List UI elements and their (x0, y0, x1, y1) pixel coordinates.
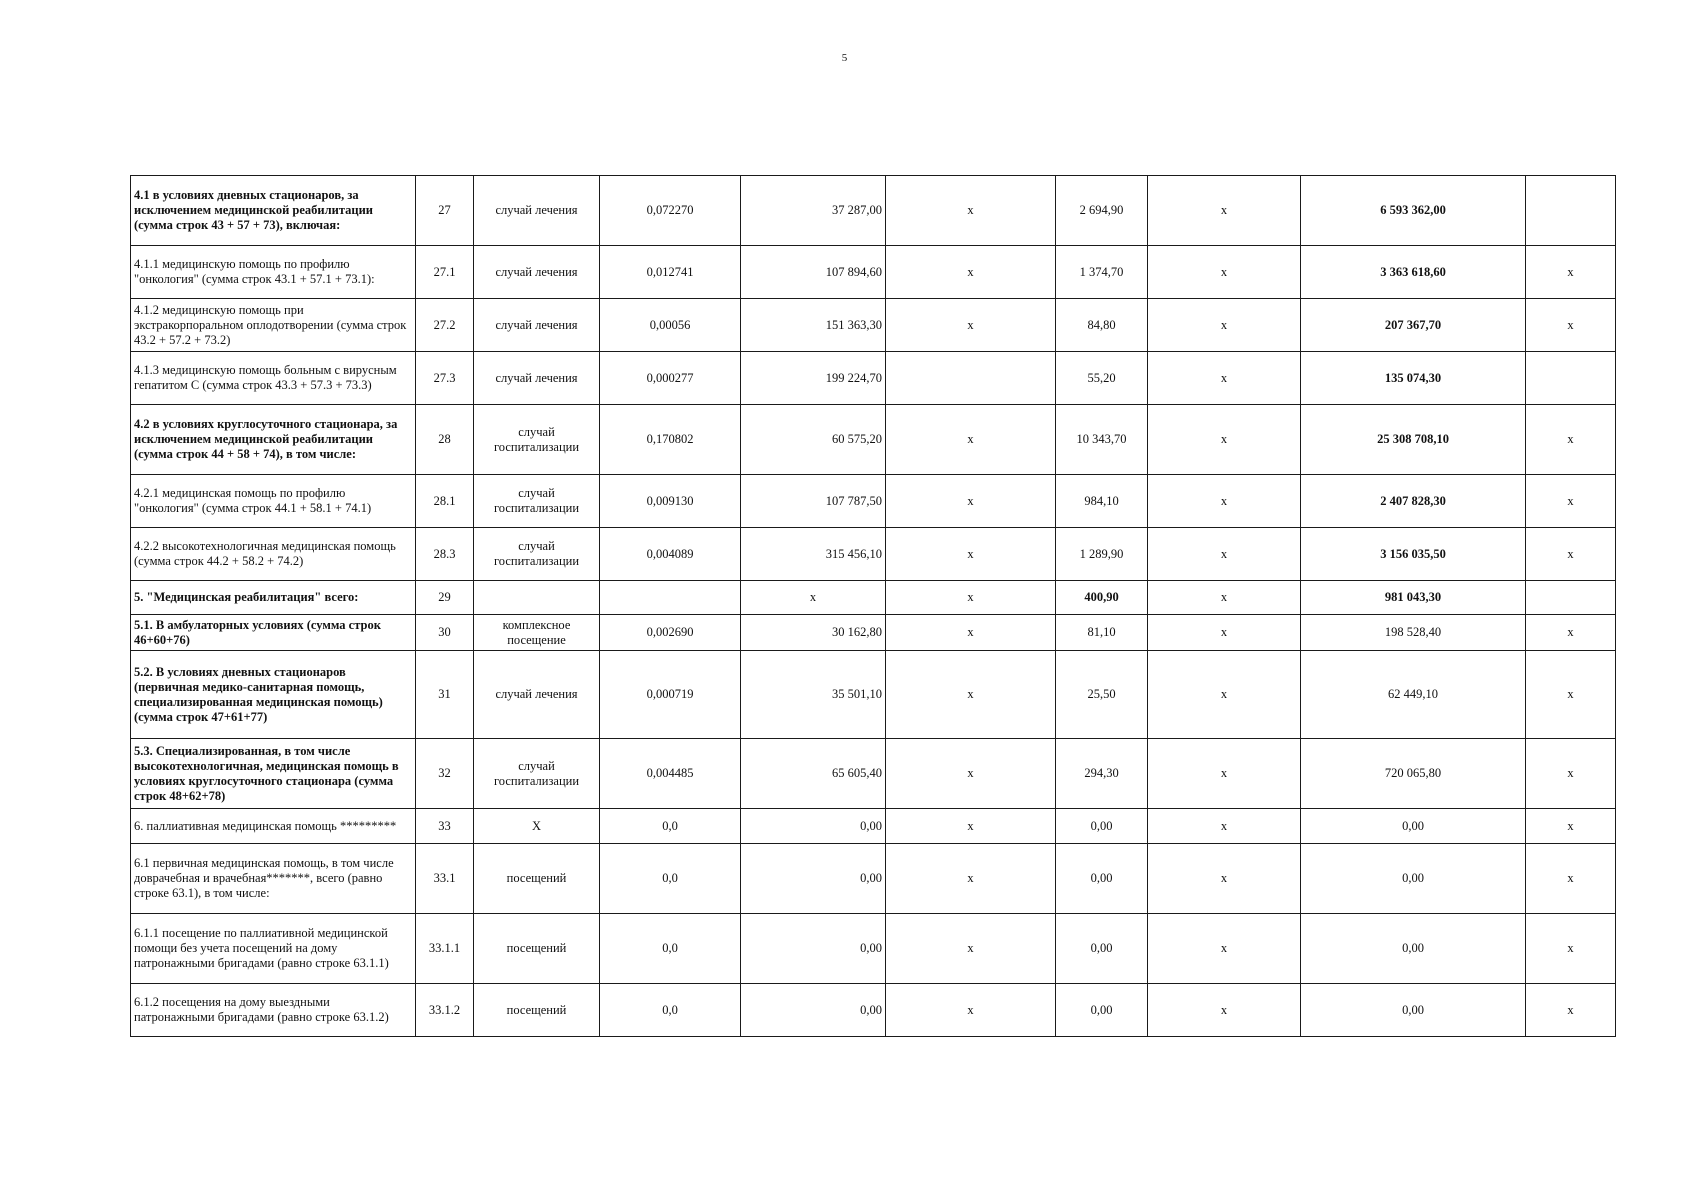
total-cell: 3 156 035,50 (1301, 528, 1526, 581)
unit-cell: случай лечения (474, 176, 600, 246)
placeholder-cell: х (886, 581, 1056, 615)
per-capita-cell: 81,10 (1056, 615, 1148, 651)
norm-cell: 0,072270 (600, 176, 741, 246)
placeholder-cell: х (1148, 651, 1301, 739)
placeholder-cell: х (1148, 352, 1301, 405)
total-cell: 3 363 618,60 (1301, 246, 1526, 299)
unit-cell: посещений (474, 844, 600, 914)
placeholder-cell: х (1148, 299, 1301, 352)
norm-cell: 0,0 (600, 809, 741, 844)
placeholder-cell: х (886, 176, 1056, 246)
norm-cell: 0,0 (600, 844, 741, 914)
per-capita-cell: 25,50 (1056, 651, 1148, 739)
placeholder-cell: х (1526, 914, 1616, 984)
row-name: 4.1.1 медицинскую помощь по профилю "онкология" (сумма строк 43.1 + 57.1 + 73.1): (131, 246, 416, 299)
placeholder-cell (1526, 352, 1616, 405)
per-capita-cell: 55,20 (1056, 352, 1148, 405)
row-number: 27.1 (416, 246, 474, 299)
placeholder-cell: х (1526, 475, 1616, 528)
norm-cell: 0,000277 (600, 352, 741, 405)
placeholder-cell: х (1148, 809, 1301, 844)
total-cell: 25 308 708,10 (1301, 405, 1526, 475)
cost-cell: 37 287,00 (741, 176, 886, 246)
total-cell: 135 074,30 (1301, 352, 1526, 405)
cost-cell: 0,00 (741, 844, 886, 914)
row-name: 5.3. Специализированная, в том числе высокотехнологичная, медицинская помощь в условиях круглосуточного стационара (сумма строк 48+62+78) (131, 739, 416, 809)
cost-cell: 107 894,60 (741, 246, 886, 299)
norm-cell: 0,00056 (600, 299, 741, 352)
total-cell: 720 065,80 (1301, 739, 1526, 809)
row-name: 4.1 в условиях дневных стационаров, за исключением медицинской реабилитации (сумма строк 43 + 57 + 73), включая: (131, 176, 416, 246)
total-cell: 0,00 (1301, 914, 1526, 984)
placeholder-cell: х (1148, 176, 1301, 246)
per-capita-cell: 2 694,90 (1056, 176, 1148, 246)
unit-cell: случай госпитализации (474, 739, 600, 809)
row-name: 6.1.1 посещение по паллиативной медицинской помощи без учета посещений на дому патронажными бригадами (равно строке 63.1.1) (131, 914, 416, 984)
row-number: 33 (416, 809, 474, 844)
placeholder-cell: х (1526, 844, 1616, 914)
table-row (131, 844, 1616, 914)
table-row (131, 246, 1616, 299)
placeholder-cell: х (886, 809, 1056, 844)
placeholder-cell: х (1526, 528, 1616, 581)
table-row (131, 299, 1616, 352)
unit-cell: случай лечения (474, 246, 600, 299)
unit-cell: случай лечения (474, 352, 600, 405)
per-capita-cell: 84,80 (1056, 299, 1148, 352)
per-capita-cell: 400,90 (1056, 581, 1148, 615)
placeholder-cell: х (1526, 615, 1616, 651)
unit-cell: случай госпитализации (474, 528, 600, 581)
cost-cell: 65 605,40 (741, 739, 886, 809)
row-name: 4.1.3 медицинскую помощь больным с вирусным гепатитом С (сумма строк 43.3 + 57.3 + 73.3) (131, 352, 416, 405)
placeholder-cell (886, 352, 1056, 405)
per-capita-cell: 10 343,70 (1056, 405, 1148, 475)
row-name: 6. паллиативная медицинская помощь ********* (131, 809, 416, 844)
row-name: 5.1. В амбулаторных условиях (сумма строк 46+60+76) (131, 615, 416, 651)
placeholder-cell: х (1148, 984, 1301, 1037)
row-name: 6.1 первичная медицинская помощь, в том числе доврачебная и врачебная*******, всего (равно строке 63.1), в том числе: (131, 844, 416, 914)
norm-cell: 0,000719 (600, 651, 741, 739)
total-cell: 0,00 (1301, 844, 1526, 914)
total-cell: 6 593 362,00 (1301, 176, 1526, 246)
unit-cell: случай госпитализации (474, 475, 600, 528)
row-number: 33.1.2 (416, 984, 474, 1037)
table-row (131, 809, 1616, 844)
total-cell: 2 407 828,30 (1301, 475, 1526, 528)
row-number: 28.3 (416, 528, 474, 581)
norm-cell: 0,009130 (600, 475, 741, 528)
norm-cell: 0,0 (600, 984, 741, 1037)
placeholder-cell (1526, 176, 1616, 246)
row-name: 4.2.1 медицинская помощь по профилю "онкология" (сумма строк 44.1 + 58.1 + 74.1) (131, 475, 416, 528)
placeholder-cell: х (1148, 405, 1301, 475)
placeholder-cell: х (886, 299, 1056, 352)
unit-cell: случай лечения (474, 651, 600, 739)
per-capita-cell: 1 374,70 (1056, 246, 1148, 299)
placeholder-cell: х (886, 528, 1056, 581)
norm-cell (600, 581, 741, 615)
row-name: 5. "Медицинская реабилитация" всего: (131, 581, 416, 615)
per-capita-cell: 0,00 (1056, 914, 1148, 984)
placeholder-cell: х (1526, 651, 1616, 739)
table-row (131, 914, 1616, 984)
per-capita-cell: 0,00 (1056, 844, 1148, 914)
norm-cell: 0,004485 (600, 739, 741, 809)
row-number: 28 (416, 405, 474, 475)
per-capita-cell: 0,00 (1056, 984, 1148, 1037)
per-capita-cell: 0,00 (1056, 809, 1148, 844)
cost-cell: 35 501,10 (741, 651, 886, 739)
row-number: 33.1 (416, 844, 474, 914)
placeholder-cell: х (886, 984, 1056, 1037)
placeholder-cell: х (886, 739, 1056, 809)
total-cell: 207 367,70 (1301, 299, 1526, 352)
cost-cell: 30 162,80 (741, 615, 886, 651)
page-number: 5 (841, 52, 848, 64)
placeholder-cell: х (886, 405, 1056, 475)
unit-cell: Х (474, 809, 600, 844)
table-row (131, 984, 1616, 1037)
norm-cell: 0,012741 (600, 246, 741, 299)
cost-cell: 199 224,70 (741, 352, 886, 405)
placeholder-cell: х (886, 844, 1056, 914)
placeholder-cell: х (1526, 739, 1616, 809)
per-capita-cell: 294,30 (1056, 739, 1148, 809)
placeholder-cell: х (1526, 405, 1616, 475)
norm-cell: 0,0 (600, 914, 741, 984)
cost-cell: 60 575,20 (741, 405, 886, 475)
table-row (131, 651, 1616, 739)
row-name: 5.2. В условиях дневных стационаров (первичная медико-санитарная помощь, специализированная медицинская помощь) (сумма строк 47+61+77) (131, 651, 416, 739)
norm-cell: 0,004089 (600, 528, 741, 581)
table-row (131, 615, 1616, 651)
placeholder-cell: х (1526, 246, 1616, 299)
placeholder-cell: х (1526, 984, 1616, 1037)
unit-cell: посещений (474, 914, 600, 984)
total-cell: 62 449,10 (1301, 651, 1526, 739)
total-cell: 198 528,40 (1301, 615, 1526, 651)
table-row (131, 528, 1616, 581)
unit-cell: случай госпитализации (474, 405, 600, 475)
norm-cell: 0,002690 (600, 615, 741, 651)
placeholder-cell: х (1148, 581, 1301, 615)
row-number: 33.1.1 (416, 914, 474, 984)
total-cell: 981 043,30 (1301, 581, 1526, 615)
table-row (131, 739, 1616, 809)
row-name: 4.2 в условиях круглосуточного стационара, за исключением медицинской реабилитации (сумма строк 44 + 58 + 74), в том числе: (131, 405, 416, 475)
norm-cell: 0,170802 (600, 405, 741, 475)
placeholder-cell: х (886, 615, 1056, 651)
unit-cell: случай лечения (474, 299, 600, 352)
row-number: 30 (416, 615, 474, 651)
row-name: 6.1.2 посещения на дому выездными патронажными бригадами (равно строке 63.1.2) (131, 984, 416, 1037)
placeholder-cell: х (886, 651, 1056, 739)
placeholder-cell: х (886, 475, 1056, 528)
placeholder-cell: х (1148, 475, 1301, 528)
row-number: 28.1 (416, 475, 474, 528)
placeholder-cell: х (886, 246, 1056, 299)
cost-cell: 0,00 (741, 984, 886, 1037)
placeholder-cell: х (1148, 844, 1301, 914)
row-name: 4.1.2 медицинскую помощь при экстракорпоральном оплодотворении (сумма строк 43.2 + 57.2 + 73.2) (131, 299, 416, 352)
placeholder-cell: х (1148, 914, 1301, 984)
row-number: 31 (416, 651, 474, 739)
unit-cell (474, 581, 600, 615)
placeholder-cell: х (1148, 739, 1301, 809)
placeholder-cell: х (1526, 809, 1616, 844)
cost-cell: 151 363,30 (741, 299, 886, 352)
row-number: 27.2 (416, 299, 474, 352)
cost-cell: х (741, 581, 886, 615)
placeholder-cell: х (1526, 299, 1616, 352)
table-row (131, 405, 1616, 475)
row-number: 27.3 (416, 352, 474, 405)
total-cell: 0,00 (1301, 984, 1526, 1037)
table-row (131, 475, 1616, 528)
unit-cell: посещений (474, 984, 600, 1037)
cost-cell: 0,00 (741, 809, 886, 844)
per-capita-cell: 984,10 (1056, 475, 1148, 528)
unit-cell: комплексное посещение (474, 615, 600, 651)
row-number: 27 (416, 176, 474, 246)
placeholder-cell: х (1148, 246, 1301, 299)
placeholder-cell: х (886, 914, 1056, 984)
cost-cell: 315 456,10 (741, 528, 886, 581)
row-number: 32 (416, 739, 474, 809)
table-row (131, 176, 1616, 246)
cost-cell: 107 787,50 (741, 475, 886, 528)
row-number: 29 (416, 581, 474, 615)
total-cell: 0,00 (1301, 809, 1526, 844)
table-row (131, 352, 1616, 405)
table-row (131, 581, 1616, 615)
cost-cell: 0,00 (741, 914, 886, 984)
placeholder-cell (1526, 581, 1616, 615)
placeholder-cell: х (1148, 615, 1301, 651)
financing-table (130, 175, 1616, 1037)
per-capita-cell: 1 289,90 (1056, 528, 1148, 581)
placeholder-cell: х (1148, 528, 1301, 581)
row-name: 4.2.2 высокотехнологичная медицинская помощь (сумма строк 44.2 + 58.2 + 74.2) (131, 528, 416, 581)
